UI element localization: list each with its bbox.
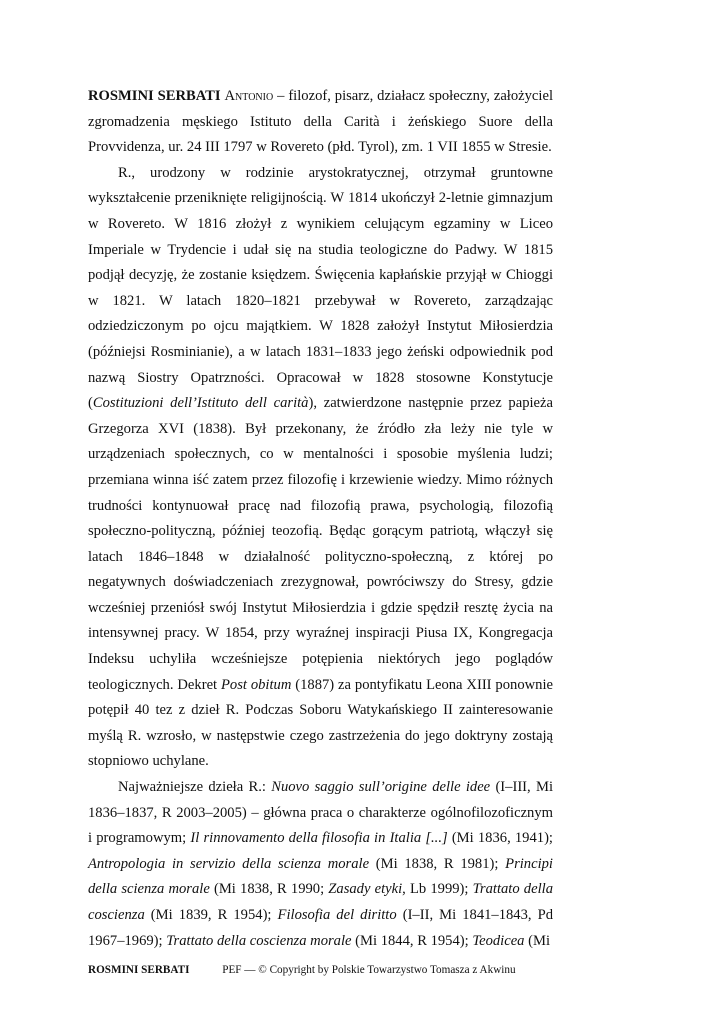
italic-title: Principi della scienza morale (88, 855, 553, 898)
article-body (88, 84, 553, 954)
italic-title: Nuovo saggio sull’origine delle idee (271, 779, 491, 796)
italic-title: Trattato della coscienza morale (166, 932, 352, 949)
text-run: (Mi 1836, 1941); (447, 830, 553, 847)
text-run: (Mi 1838, R 1981); (369, 855, 506, 872)
text-run: (1887) za pontyfikatu Leona XIII ponownie potępił 40 tez z dzieł R. Podczas Soboru Watykańskiego II zainteresowanie myślą R. wzrosło, w następstwie czego zastrzeżenia do jego doktryny zostają stopniowo uchylane. (88, 676, 553, 770)
footer-copyright: PEF — © Copyright by Polskie Towarzystwo Tomasza z Akwinu (222, 964, 516, 976)
entry-intro-text: – filozof, pisarz, działacz społeczny, założyciel zgromadzenia męskiego Istituto della Carità i żeńskiego Suore della Provvidenza, ur. 24 III 1797 w Rovereto (płd. Tyrol), zm. 1 VII 1855 w Stresie. (88, 88, 553, 156)
italic-title: Post obitum (221, 676, 292, 693)
italic-title: Zasady etyki (328, 881, 403, 898)
text-run: (Mi 1839, R 1954); (144, 907, 278, 923)
italic-title: Trattato della coscienza (88, 881, 553, 923)
text-run: , Lb 1999); (402, 881, 473, 898)
italic-title: Filosofia del diritto (277, 907, 397, 923)
text-run: Najważniejsze dzieła R.: (118, 779, 272, 796)
italic-title: Teodicea (472, 932, 525, 949)
entry-intro-paragraph (88, 84, 553, 161)
entry-headword: ROSMINI SERBATI (88, 88, 221, 104)
text-run: (Mi 1838, R 1990; (209, 881, 329, 898)
italic-title: Antropologia in servizio della scienza morale (88, 855, 370, 872)
italic-title: Il rinnovamento della filosofia in Italia [...] (190, 830, 448, 847)
footer-entry-name: ROSMINI SERBATI (88, 964, 190, 976)
text-run: (Mi (524, 932, 551, 949)
text-run: (I–II, Mi 1841–1843, Pd 1967–1969); (88, 907, 553, 949)
entry-given-name: Antonio (224, 88, 274, 104)
works-paragraph (88, 775, 553, 954)
text-run: R., urodzony w rodzinie arystokratycznej, otrzymał gruntowne wykształcenie przeniknięte religijnością. W 1814 ukończył 2-letnie gimnazjum w Rovereto. W 1816 złożył z wynikiem celującym egzaminy w Liceo Imperiale w Trydencie i udał się na studia teologiczne do Padwy. W 1815 podjął decyzję, że zostanie księdzem. Święcenia kapłańskie przyjął w Chioggi w 1821. W latach 1820–1821 przebywał w Rovereto, zarządzając odziedziczonym po ojcu majątkiem. W 1828 założył Instytut Miłosierdzia (późniejsi Rosminianie), a w latach 1831–1833 jego żeński odpowiednik pod nazwą Siostry Opatrzności. Opracował w 1828 stosowne Konstytucje ( (88, 164, 553, 412)
text-run: (I–III, Mi 1836–1837, R 2003–2005) – główna praca o charakterze ogólnofilozoficznym i programowym; (88, 779, 553, 847)
text-run: (Mi 1844, R 1954); (351, 932, 473, 949)
text-run: ), zatwierdzone następnie przez papieża Grzegorza XVI (1838). Był przekonany, że źródło zła leży nie tyle w urządzeniach społecznych, co w mentalności i sposobie myślenia ludzi; przemiana winna iść zatem przez filozofię i krzewienie wiedzy. Mimo różnych trudności kontynuował pracę nad filozofią prawa, psychologią, filozofią społeczno-polityczną, później teozofią. Będąc gorącym patriotą, włączył się latach 1846–1848 w działalność polityczno-społeczną, z której po negatywnych doświadczeniach zrezygnował, powróciwszy do Stresy, gdzie wcześniej przeniósł swój Instytut Miłosierdzia i gdzie spędził resztę życia na intensywnej pracy. W 1854, przy wyraźnej inspiracji Piusa IX, Kongregacja Indeksu uchyliła wcześniejsze potępienia niektórych jego poglądów teologicznych. Dekret (88, 395, 553, 693)
italic-title: Costituzioni dell’Istituto dell carità (92, 395, 309, 412)
page-footer (88, 964, 516, 976)
biography-paragraph (88, 161, 553, 775)
